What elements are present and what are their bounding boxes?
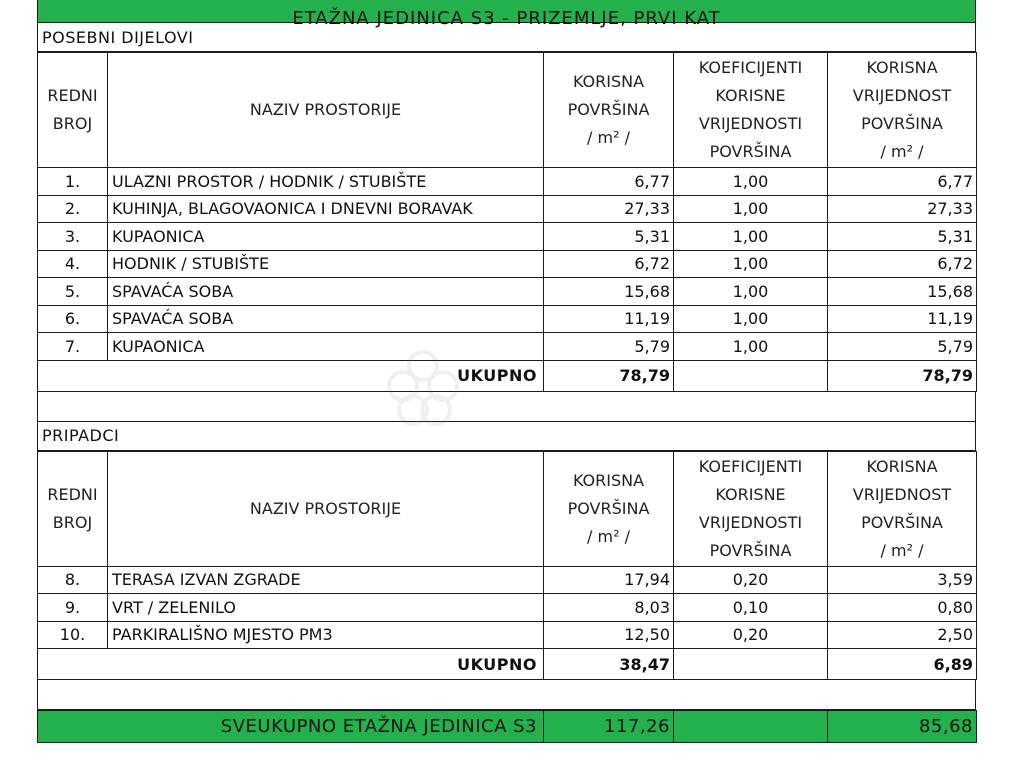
grand-total-area: 117,26 — [544, 711, 674, 743]
sum-label: UKUPNO — [38, 360, 544, 391]
area-calculation-sheet — [37, 0, 976, 743]
header-title: ETAŽNA JEDINICA S3 - PRIZEMLJE, PRVI KAT — [292, 8, 721, 29]
grand-total-value: 85,68 — [828, 711, 977, 743]
table-row: 10. PARKIRALIŠNO MJESTO PM3 12,50 0,20 2,50 — [38, 621, 977, 649]
table-row: 3. KUPAONICA 5,31 1,00 5,31 — [38, 223, 977, 251]
table-row: 9. VRT / ZELENILO 8,03 0,10 0,80 — [38, 594, 977, 622]
grand-total-table — [37, 710, 977, 743]
col-header-no: REDNI BROJ — [38, 451, 108, 566]
posebni-sum-row — [38, 360, 977, 391]
posebni-header-row — [38, 53, 977, 168]
section-title-pripadci: PRIPADCI — [37, 422, 976, 451]
col-header-name: NAZIV PROSTORIJE — [108, 53, 544, 168]
pripadci-sum-row — [38, 649, 977, 680]
pripadci-header-row — [38, 451, 977, 566]
pripadci-table — [37, 451, 977, 681]
spacer-row — [37, 392, 976, 422]
grand-total-label: SVEUKUPNO ETAŽNA JEDINICA S3 — [38, 711, 544, 743]
sum-area: 78,79 — [544, 360, 674, 391]
section-title-posebni: POSEBNI DIJELOVI — [37, 23, 976, 52]
col-header-area: KORISNA POVRŠINA / m² / — [544, 451, 674, 566]
table-row: 7. KUPAONICA 5,79 1,00 5,79 — [38, 333, 977, 361]
col-header-area: KORISNA POVRŠINA / m² / — [544, 53, 674, 168]
table-row: 1. ULAZNI PROSTOR / HODNIK / STUBIŠTE 6,77 1,00 6,77 — [38, 168, 977, 196]
sum-value: 6,89 — [828, 649, 977, 680]
table-row: 8. TERASA IZVAN ZGRADE 17,94 0,20 3,59 — [38, 566, 977, 594]
header-bar — [37, 0, 976, 29]
col-header-coef: KOEFICIJENTI KORISNE VRIJEDNOSTI POVRŠINA — [674, 53, 828, 168]
col-header-value: KORISNA VRIJEDNOST POVRŠINA / m² / — [828, 451, 977, 566]
table-row: 6. SPAVAĆA SOBA 11,19 1,00 11,19 — [38, 305, 977, 333]
table-row: 4. HODNIK / STUBIŠTE 6,72 1,00 6,72 — [38, 250, 977, 278]
sum-area: 38,47 — [544, 649, 674, 680]
grand-total-row — [38, 711, 977, 743]
posebni-table — [37, 52, 977, 392]
table-row: 5. SPAVAĆA SOBA 15,68 1,00 15,68 — [38, 278, 977, 306]
col-header-value: KORISNA VRIJEDNOST POVRŠINA / m² / — [828, 53, 977, 168]
sum-label: UKUPNO — [38, 649, 544, 680]
spacer-row — [37, 680, 976, 710]
col-header-coef: KOEFICIJENTI KORISNE VRIJEDNOSTI POVRŠINA — [674, 451, 828, 566]
col-header-no: REDNI BROJ — [38, 53, 108, 168]
table-row: 2. KUHINJA, BLAGOVAONICA I DNEVNI BORAVAK 27,33 1,00 27,33 — [38, 195, 977, 223]
col-header-name: NAZIV PROSTORIJE — [108, 451, 544, 566]
sum-value: 78,79 — [828, 360, 977, 391]
